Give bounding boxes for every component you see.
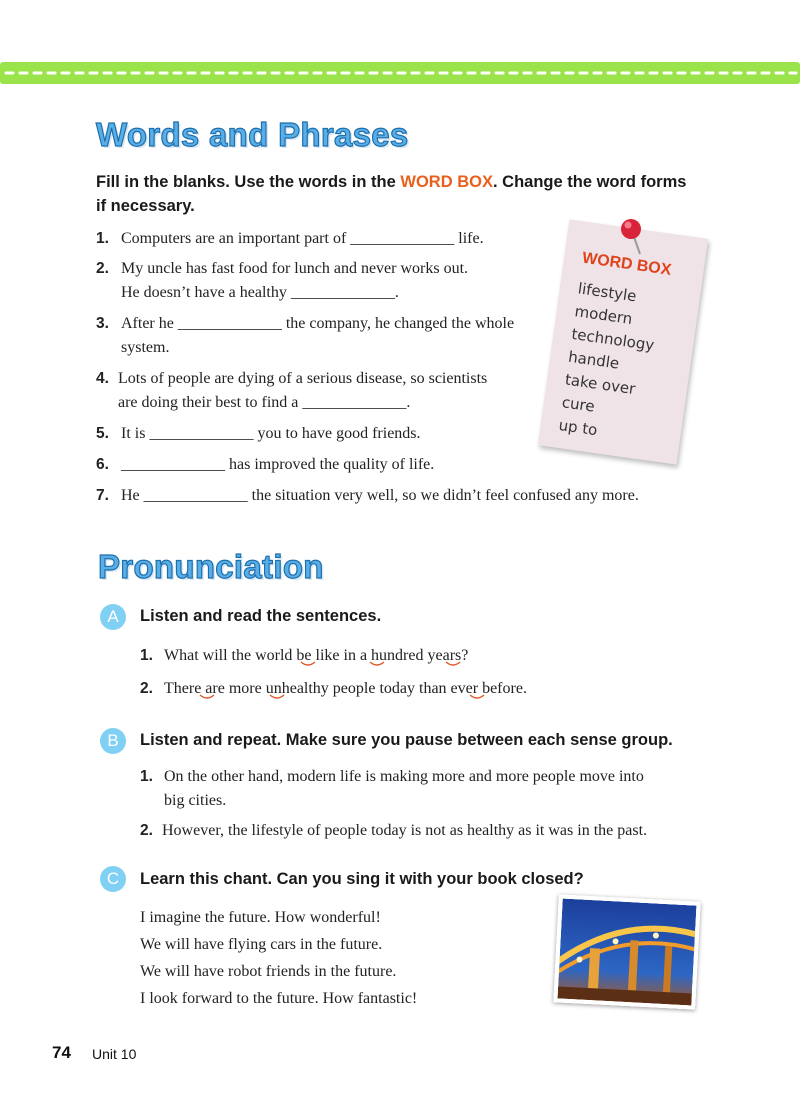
marker-c-badge: C [100,866,126,892]
instruction-text-c: if necessary. [96,197,195,215]
chant-line: We will have flying cars in the future. [140,936,383,953]
item-number: 1. [96,230,109,247]
item-line: system. [121,339,170,356]
item-line: are doing their best to find a _____________. [118,394,411,411]
item-number: 3. [96,315,109,332]
page-number: 74 [52,1043,71,1062]
word-box-word: handle [567,347,621,373]
word-box-word: lifestyle [576,279,638,306]
link-arc-mark [446,662,460,665]
instruction-text-b: . Change the word forms [492,173,687,191]
words-section-title: Words and Phrases [96,116,409,153]
marker-b-badge: B [100,728,126,754]
item-line: After he _____________ the company, he changed the whole [121,315,515,332]
word-box-title: WORD BOX [581,249,673,279]
item-text: What will the world be like in a hundred years? [164,647,469,664]
marker-a-badge: A [100,604,126,630]
item-text: There are more unhealthy people today than ever before. [164,680,527,697]
part-a-instruction: Listen and read the sentences. [140,607,382,625]
item-number: 1. [140,647,153,664]
item-number: 2. [140,680,153,697]
link-arc-mark [270,695,284,698]
instruction-text-a: Fill in the blanks. Use the words in the [96,173,401,191]
item-line: He _____________ the situation very well, so we didn’t feel confused any more. [121,487,639,504]
item-line: On the other hand, modern life is making more and more people move into [164,768,644,785]
word-box-word: modern [573,302,634,328]
chant-line: I imagine the future. How wonderful! [140,909,381,926]
item-number: 7. [96,487,109,504]
item-line: My uncle has fast food for lunch and never works out. [121,260,469,277]
item-line: He doesn’t have a healthy _____________. [121,284,399,301]
item-number: 5. [96,425,109,442]
chant-line: I look forward to the future. How fantastic! [140,990,418,1007]
word-box-word: cure [560,393,596,416]
item-number: 6. [96,456,109,473]
chant-line: We will have robot friends in the future. [140,963,397,980]
pronunciation-section-title: Pronunciation [98,548,324,585]
item-line: _____________ has improved the quality of life. [121,456,435,473]
link-arc-mark [301,662,315,665]
link-arc-mark [200,695,214,698]
link-arc-mark [370,662,384,665]
word-box-word: take over [563,370,637,399]
item-number: 1. [140,768,153,785]
item-number: 4. [96,370,109,387]
item-line: However, the lifestyle of people today is not as healthy as it was in the past. [162,822,648,839]
unit-label: Unit 10 [92,1046,137,1062]
item-line: It is _____________ you to have good friends. [121,425,421,442]
link-arc-mark [470,695,484,698]
part-b-instruction: Listen and repeat. Make sure you pause between each sense group. [140,731,673,749]
chant-lines [140,904,417,1012]
item-number: 2. [140,822,153,839]
item-line: big cities. [164,792,227,809]
item-line: Computers are an important part of _____________ life. [121,230,484,247]
instruction-accent: WORD BOX [400,173,493,191]
item-number: 2. [96,260,109,277]
part-b-item-1 [140,765,644,813]
item-line: Lots of people are dying of a serious disease, so scientists [118,370,488,387]
part-b-item-2 [140,819,647,843]
word-box-word: technology [570,324,656,355]
city-night-photo [553,894,700,1009]
word-box-word: up to [557,415,599,440]
part-c-instruction: Learn this chant. Can you sing it with your book closed? [140,870,584,888]
